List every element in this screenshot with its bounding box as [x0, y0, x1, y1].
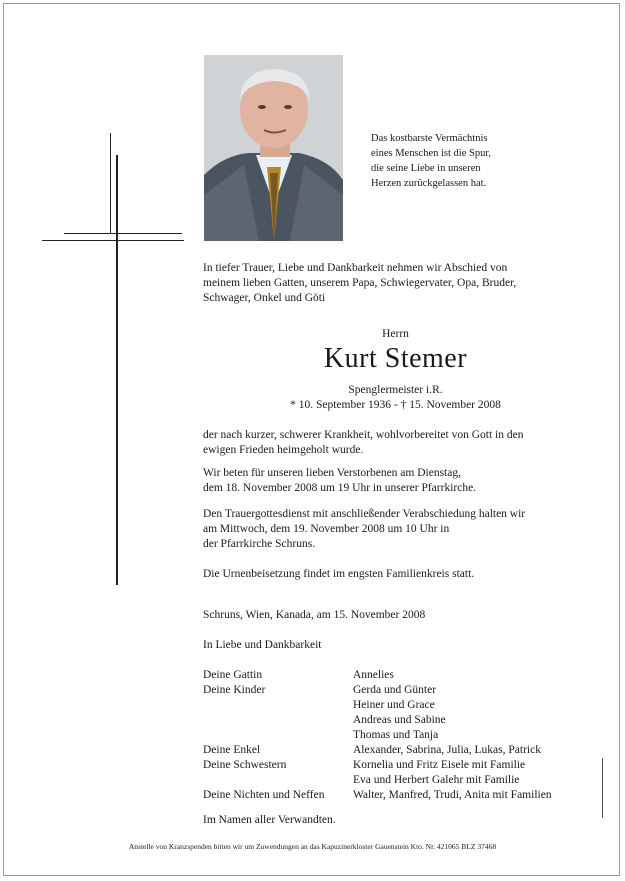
- printer-stamp-mark: [600, 758, 610, 818]
- paragraph-line: am Mittwoch, dem 19. November 2008 um 10 Uhr in: [203, 523, 450, 535]
- intro-line: meinem lieben Gatten, unserem Papa, Schwiegervater, Opa, Bruder,: [203, 277, 517, 289]
- closing: In Liebe und Dankbarkeit: [203, 639, 322, 651]
- paragraph-service: [203, 507, 583, 552]
- intro-line: Schwager, Onkel und Göti: [203, 292, 326, 304]
- mourner-name: Alexander, Sabrina, Julia, Lukas, Patrick: [353, 744, 541, 756]
- mourner-name: Walter, Manfred, Trudi, Anita mit Familien: [353, 789, 552, 801]
- quote-line: eines Menschen ist die Spur,: [371, 148, 492, 159]
- quote-line: Das kostbarste Vermächtnis: [371, 133, 488, 144]
- deceased-title: Spenglermeister i.R.: [348, 384, 443, 396]
- cross-vertical-thin: [110, 133, 111, 233]
- mourner-name: Annelies: [353, 669, 394, 681]
- mourner-label: Deine Gattin: [203, 669, 263, 681]
- cross-horizontal-thin: [64, 233, 182, 234]
- quote-line: die seine Liebe in unseren: [371, 163, 481, 174]
- paragraph-line: ewigen Frieden heimgeholt wurde.: [203, 444, 364, 456]
- mourner-name: Heiner und Grace: [353, 699, 435, 711]
- mourners-list: [203, 668, 593, 803]
- memorial-quote: [371, 131, 571, 191]
- mourner-name: Thomas und Tanja: [353, 729, 439, 741]
- portrait-photo: [204, 55, 343, 241]
- paragraph-prayer: [203, 466, 583, 496]
- mourner-label: Deine Enkel: [203, 744, 261, 756]
- paragraph-line: Die Urnenbeisetzung findet im engsten Familienkreis statt.: [203, 568, 475, 580]
- paragraph-death: [203, 428, 583, 458]
- paragraph-line: dem 18. November 2008 um 19 Uhr in unserer Pfarrkirche.: [203, 482, 477, 494]
- mourner-name: Eva und Herbert Galehr mit Familie: [353, 774, 520, 786]
- life-dates: * 10. September 1936 - † 15. November 2008: [290, 399, 501, 411]
- paragraph-line: der Pfarrkirche Schruns.: [203, 538, 316, 550]
- intro-text: [203, 261, 583, 306]
- mourner-name: Gerda und Günter: [353, 684, 437, 696]
- salutation: Herrn: [382, 328, 409, 340]
- mourner-name: Kornelia und Fritz Eisele mit Familie: [353, 759, 526, 771]
- cross-horizontal: [42, 240, 184, 241]
- deceased-name: Kurt Stemer: [323, 343, 468, 374]
- mourner-label: Deine Nichten und Neffen: [203, 789, 325, 801]
- paragraph-line: Wir beten für unseren lieben Verstorbenen am Dienstag,: [203, 467, 461, 479]
- place-date: Schruns, Wien, Kanada, am 15. November 2008: [203, 609, 426, 621]
- paragraph-line: Den Trauergottesdienst mit anschließender Verabschiedung halten wir: [203, 508, 526, 520]
- mourner-label: Deine Kinder: [203, 684, 266, 696]
- intro-line: In tiefer Trauer, Liebe und Dankbarkeit nehmen wir Abschied von: [203, 262, 508, 274]
- paragraph-line: der nach kurzer, schwerer Krankheit, wohlvorbereitet von Gott in den: [203, 429, 524, 441]
- cross-vertical: [116, 155, 118, 585]
- donation-footer: Anstelle von Kranzspenden bitten wir um Zuwendungen an das Kapuzinerkloster Gauenstein Kto. Nr. 421065 BLZ 37468: [128, 842, 497, 851]
- mourner-label: Deine Schwestern: [203, 759, 287, 771]
- paragraph-burial: [203, 567, 583, 582]
- signoff: Im Namen aller Verwandten.: [203, 814, 336, 826]
- quote-line: Herzen zurückgelassen hat.: [371, 178, 487, 189]
- mourner-name: Andreas und Sabine: [353, 714, 446, 726]
